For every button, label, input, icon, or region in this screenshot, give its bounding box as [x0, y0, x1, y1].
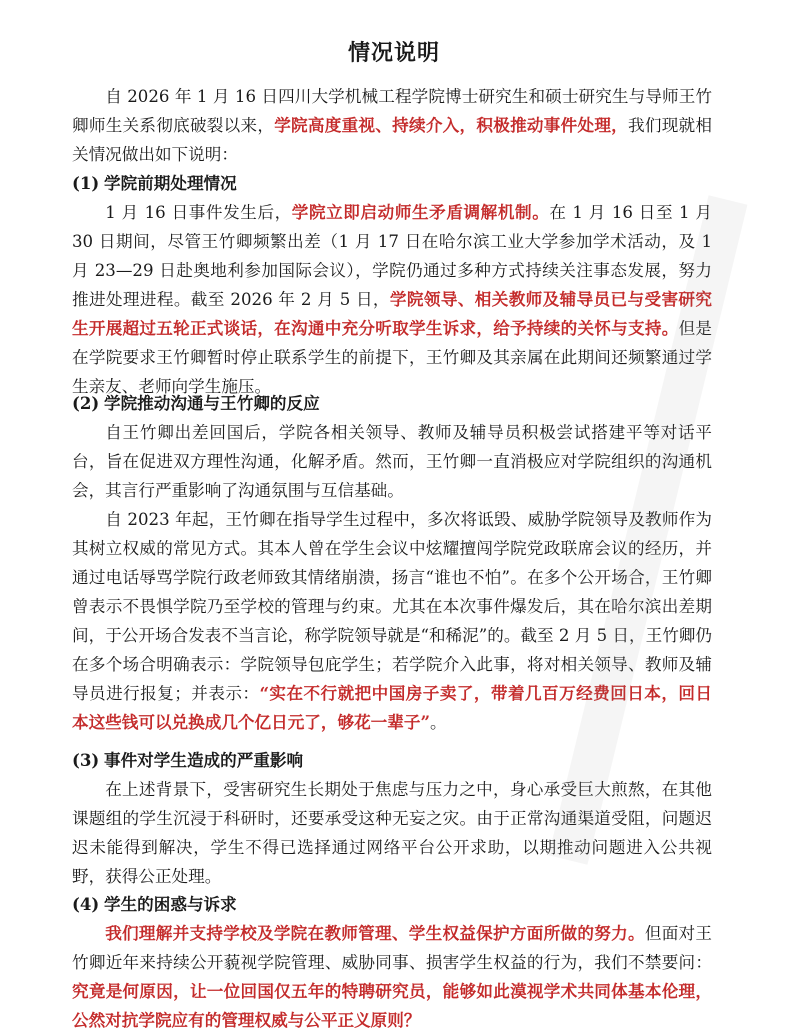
section-title: 学生的困惑与诉求: [104, 894, 237, 914]
section-heading-4: [72, 890, 712, 919]
section-title: 事件对学生造成的严重影响: [104, 750, 304, 770]
section-2-paragraph-2: [72, 505, 712, 737]
section-title: 学院推动沟通与王竹卿的反应: [104, 393, 320, 413]
section-number: (2): [72, 393, 100, 413]
section-3-paragraph: 在上述背景下，受害研究生长期处于焦虑与压力之中，身心承受巨大煎熬，在其他课题组的学生沉浸于科研时，还要承受这种无妄之灾。由于正常沟通渠道受阻，问题迟迟未能得到解决，学生不得已选择通过网络平台公开求助，以期推动问题进入公共视野，获得公正处理。: [72, 780, 712, 886]
section-heading-2: [72, 389, 712, 418]
intro-text-1: 自 2026 年 1 月 16 日四川大学机械工程学院博士研究生和硕士研究生与导师王竹卿师生关系彻底破裂以来，: [72, 87, 712, 135]
section-number: (4): [72, 894, 100, 914]
s1-text-2: 在 1 月 16 日至 1 月 30 日期间，尽管王竹卿频繁出差（1 月 17 日在哈尔滨工业大学参加学术活动，及 1 月 23—29 日赴奥地利参加国际会议），学院仍通过多种方式持续关注事态发展，努力推进处理进程。截至 2026 年 2 月 5 日，: [72, 203, 712, 309]
section-2-paragraph-1: 自王竹卿出差回国后，学院各相关领导、教师及辅导员积极尝试搭建平等对话平台，旨在促进双方理性沟通，化解矛盾。然而，王竹卿一直消极应对学院组织的沟通机会，其言行严重影响了沟通氛围与互信基础。: [72, 423, 712, 500]
s2-text: 自 2023 年起，王竹卿在指导学生过程中，多次将诋毁、威胁学院领导及教师作为其树立权威的常见方式。其本人曾在学生会议中炫耀擅闯学院党政联席会议的经历，并通过电话辱骂学院行政老师致其情绪崩溃，扬言“谁也不怕”。在多个公开场合，王竹卿曾表示不畏惧学院乃至学校的管理与约束。尤其在本次事件爆发后，其在哈尔滨出差期间，于公开场合发表不当言论，称学院领导就是“和稀泥”的。截至 2 月 5 日，王竹卿仍在多个场合明确表示：学院领导包庇学生；若学院介入此事，将对相关领导、教师及辅导员进行报复；并表示：: [72, 510, 712, 703]
s1-highlight-2: 学院领导、相关教师及辅导员已与受害研究生开展超过五轮正式谈话，在沟通中充分听取学生诉求，给予持续的关怀与支持。: [72, 289, 712, 338]
s2-quote: “实在不行就把中国房子卖了，带着几百万经费回日本，回日本这些钱可以兑换成几个亿日元了，够花一辈子”: [72, 683, 713, 732]
intro-paragraph: [72, 82, 712, 169]
section-heading-3: [72, 746, 712, 775]
section-number: (1): [72, 173, 100, 193]
section-4-paragraph: [72, 919, 712, 1035]
s1-highlight-1: 学院立即启动师生矛盾调解机制。: [291, 202, 550, 222]
document-title: 情况说明: [347, 41, 440, 66]
s4-text: 但面对王竹卿近年来持续公开藐视学院管理、威胁同事、损害学生权益的行为，我们不禁要问：: [72, 924, 713, 972]
section-heading-1: [72, 169, 712, 198]
intro-highlight: 学院高度重视、持续介入，积极推动事件处理，: [274, 115, 629, 135]
section-number: (3): [72, 750, 100, 770]
section-title: 学院前期处理情况: [104, 173, 237, 193]
s4-highlight-2: 究竟是何原因，让一位回国仅五年的特聘研究员，能够如此漠视学术共同体基本伦理，公然对抗学院应有的管理权威与公平正义原则？: [72, 981, 712, 1030]
s1-text-1: 1 月 16 日事件发生后，: [105, 203, 292, 222]
s2-end: 。: [430, 713, 447, 732]
s4-highlight-1: 我们理解并支持学校及学院在教师管理、学生权益保护方面所做的努力。: [105, 923, 645, 943]
intro-text-2: 我们现就相关情况做出如下说明：: [72, 116, 713, 164]
s1-text-3: 但是在学院要求王竹卿暂时停止联系学生的前提下，王竹卿及其亲属在此期间还频繁通过学生亲友、老师向学生施压。: [72, 319, 713, 396]
section-1-paragraph: [72, 198, 712, 401]
